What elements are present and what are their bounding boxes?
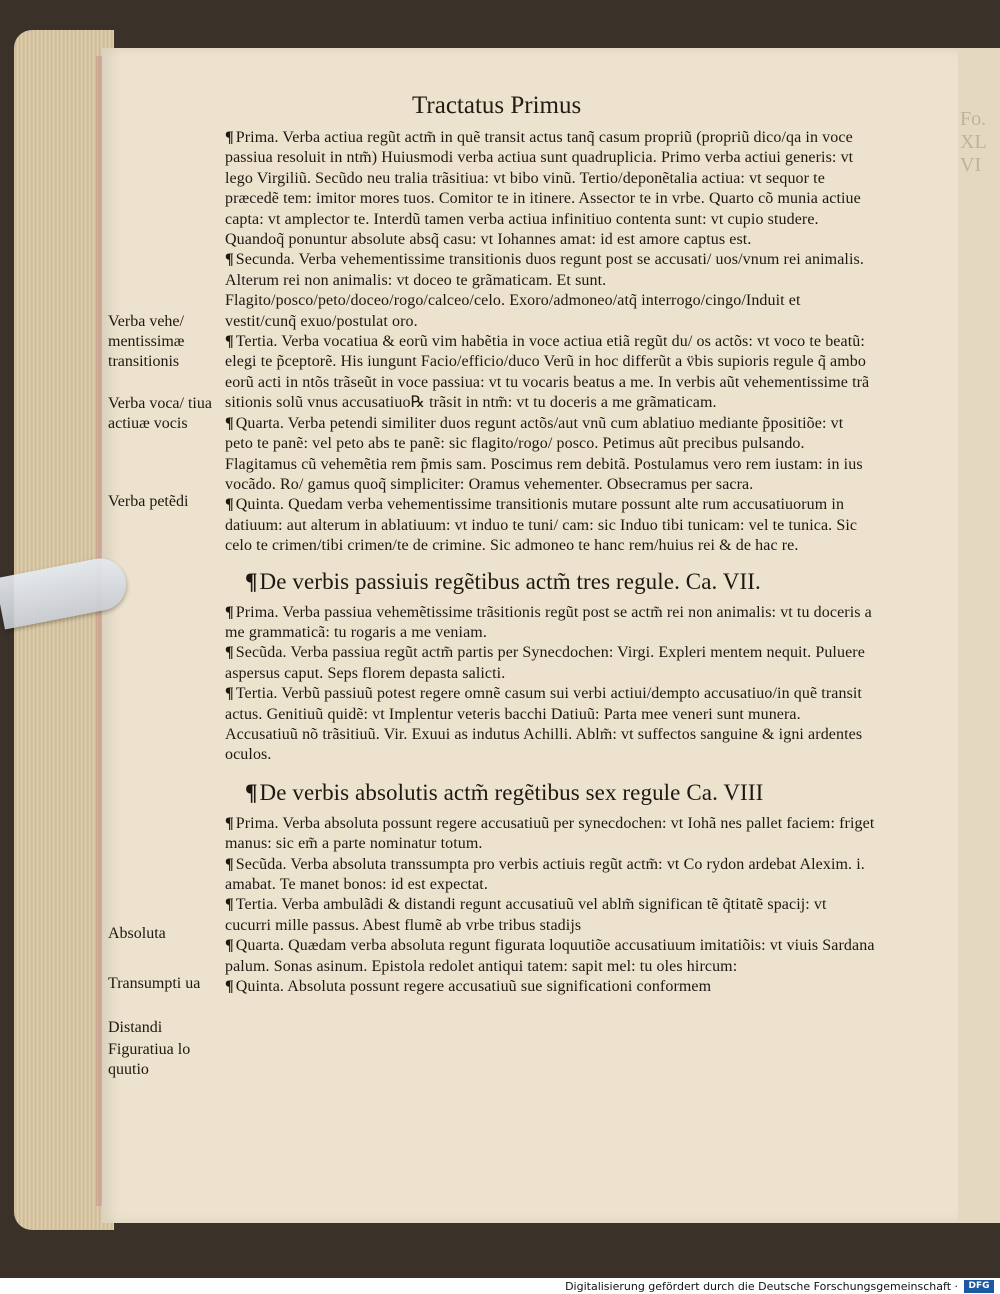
paragraph (225, 603, 875, 644)
pilcrow-icon: ¶ (225, 414, 234, 432)
funding-credit: Digitalisierung gefördert durch die Deutsche Forschungsgemeinschaft · (565, 1280, 958, 1293)
paragraph (225, 414, 875, 496)
pilcrow-icon: ¶ (225, 685, 234, 703)
marginal-note: Figuratiua lo quutio (108, 1041, 191, 1078)
pilcrow-icon: ¶ (225, 896, 234, 914)
pilcrow-icon: ¶ (225, 333, 234, 351)
pilcrow-icon: ¶ (225, 937, 234, 955)
running-head: Tractatus Primus (412, 92, 582, 119)
paragraph (225, 332, 875, 414)
chapter-heading-text: De verbis absolutis actm̃ regẽtibus sex regule Ca. VIII (259, 779, 764, 805)
pilcrow-icon: ¶ (245, 779, 258, 805)
chapter-heading (245, 567, 875, 597)
pilcrow-icon: ¶ (225, 978, 234, 996)
marginal-note: Distandi (108, 1019, 163, 1036)
paragraph (225, 895, 875, 936)
paragraph (225, 684, 875, 766)
pilcrow-icon: ¶ (225, 855, 234, 873)
facing-page-edge (958, 48, 1000, 1223)
paragraph (225, 250, 875, 332)
paragraph-text: Secũda. Verba absoluta transsumpta pro verbis actiuis regũt actm̃: vt Co rydon ardebat Alexim. i. amabat. Te manet bonos: id est expectat. (225, 855, 865, 893)
pilcrow-icon: ¶ (225, 251, 234, 269)
pilcrow-icon: ¶ (225, 603, 234, 621)
marginal-note: Verba vehe/ mentissimæ transitionis (108, 313, 185, 370)
paragraph-text: Tertia. Verba ambulãdi & distandi regunt accusatiuũ vel ablm̃ significan tẽ q̃titatẽ spacij: vt cucurri mille passus. Abest flumẽ ab vrbe tribus stadijs (225, 896, 827, 934)
paragraph-text: Quarta. Verba petendi similiter duos regunt actõs/aut vnũ cum ablatiuo mediante p̃positiõe: vt peto te panẽ: vel peto abs te panẽ: sic flagito/rogo/ posco. Petimus aũt precibus pulsando. Flagitamus cũ vehemẽtia rem p̃mis sam. Poscimus rem debitã. Postulamus vero rem iustam: in ius vocãdo. Ro/ gamus quoq̃ simpliciter: Oramus vehementer. Obsecramus per sacra. (225, 414, 863, 493)
pilcrow-icon: ¶ (225, 496, 234, 514)
paragraph-text: Quinta. Absoluta possunt regere accusatiuũ sue significationi conformem (235, 978, 712, 996)
paragraph (225, 814, 875, 855)
marginal-note: Transumpti ua (108, 975, 201, 992)
pilcrow-icon: ¶ (245, 568, 258, 594)
chapter-heading-text: De verbis passiuis regẽtibus actm̃ tres regule. Ca. VII. (259, 568, 761, 594)
pilcrow-icon: ¶ (225, 129, 234, 146)
chapter-heading (245, 778, 875, 808)
paragraph-text: Tertia. Verbũ passiuũ potest regere omnẽ casum sui verbi actiui/dempto accusatiuo/in quẽ transit actus. Genitiuũ quidẽ: vt Implentur veteris bacchi Datiuũ: Parta mee veneri sunt munera. Accusatiuũ nõ trãsitiuũ. Vir. Exuui as indutus Achilli. Ablm̃: vt suffectos sanguine & igni ardentes oculos. (225, 685, 863, 764)
dfg-logo-icon: DFG (964, 1280, 994, 1293)
paragraph-text: Quinta. Quedam verba vehementissime transitionis mutare possunt alte rum accusatiuorum in datiuum: aut alterum in ablatiuum: vt induo te tuni/ cam: sic Induo tibi tunicam: vel te tunica. Sic celo te crimen/tibi crimen/te de crimine. Sic admoneo te hanc rem/huius rei & de hac re. (225, 496, 858, 555)
paragraph-text: Secunda. Verba vehementissime transitionis duos regunt post se accusati/ uos/vnum rei animalis. Alterum rei non animalis: vt doceo te grãmaticam. Et sunt. Flagito/posco/peto/doceo/rogo/calceo/celo. Exoro/admoneo/atq̃ interrogo/cingo/Induit et vestit/cunq̃ exuo/postulat oro. (225, 251, 864, 330)
paragraph (225, 128, 875, 250)
main-text-column (225, 128, 875, 997)
paragraph (225, 855, 875, 896)
paragraph-text: Quarta. Quædam verba absoluta regunt figurata loquutiõe accusatiuum imitatiõis: vt viuis Sardana palum. Sonas asinum. Epistola redolet antiqui tatem: sapit mel: tu oles hircum: (225, 937, 875, 975)
paragraph-text: Prima. Verba passiua vehemẽtissime trãsitionis regũt post se actm̃ rei non animalis: vt tu doceris a me grammaticã: tu rogaris a me veniam. (225, 603, 872, 641)
paragraph (225, 977, 875, 997)
paragraph (225, 495, 875, 556)
paragraph-text: Prima. Verba absoluta possunt regere accusatiuũ per synecdochen: vt Iohã nes pallet faciem: friget manus: sic em̃ a parte nominatur totum. (225, 814, 875, 853)
pilcrow-icon: ¶ (225, 644, 234, 662)
paragraph-text: Secũda. Verba passiua regũt actm̃ partis per Synecdochen: Virgi. Expleri mentem nequit. Puluere aspersus caput. Seps florem depasta salicti. (225, 644, 865, 682)
paragraph-text: Tertia. Verba vocatiua & eorũ vim habẽtia in voce actiua etiã regũt du/ os actõs: vt voco te beatũ: elegi te p̃ceptorẽ. His iungunt Facio/efficio/duco Verũ in hoc differũt a v̈bis supioris regule q̃ ambo eorũ acti in ntõs trãseũt in voce passiua: vt tu vocaris beatus a me. In verbis aũt vehementissime trã sitionis solũ vnus accusatiuo℞ trãsit in ntm̃: vt tu doceris a me grãmaticam. (225, 333, 870, 412)
paragraph (225, 643, 875, 684)
marginal-note: Absoluta (108, 925, 166, 942)
paragraph-text: Prima. Verba actiua regũt actm̃ in quẽ transit actus tanq̃ casum propriũ (propriũ dico/qa in voce passiua resoluit in ntm̃) Huiusmodi verba actiua sunt quadruplicia. Primo verba actiui generis: vt lego Virgiliũ. Secũdo neu tralia trãsitiua: vt bibo vinũ. Tertio/deponẽtalia actiua: vt sequor te præcedẽ tem: imitor mores tuos. Comitor te in itinere. Assector te in vrbe. Quarto cõ munia actiue capta: vt amplector te. Interdũ tamen verba actiua infinitiuo contenta sunt: vt cupio studere. Quandoq̃ ponuntur absolute absq̃ casu: vt Iohannes amat: id est amore captus est. (225, 129, 861, 249)
pilcrow-icon: ¶ (225, 814, 234, 832)
show-through-text: Fo. XL VI (960, 108, 987, 176)
marginal-note: Verba voca/ tiua actiuæ vocis (108, 395, 212, 432)
marginal-note: Verba petẽdi (108, 493, 189, 510)
paragraph (225, 936, 875, 977)
